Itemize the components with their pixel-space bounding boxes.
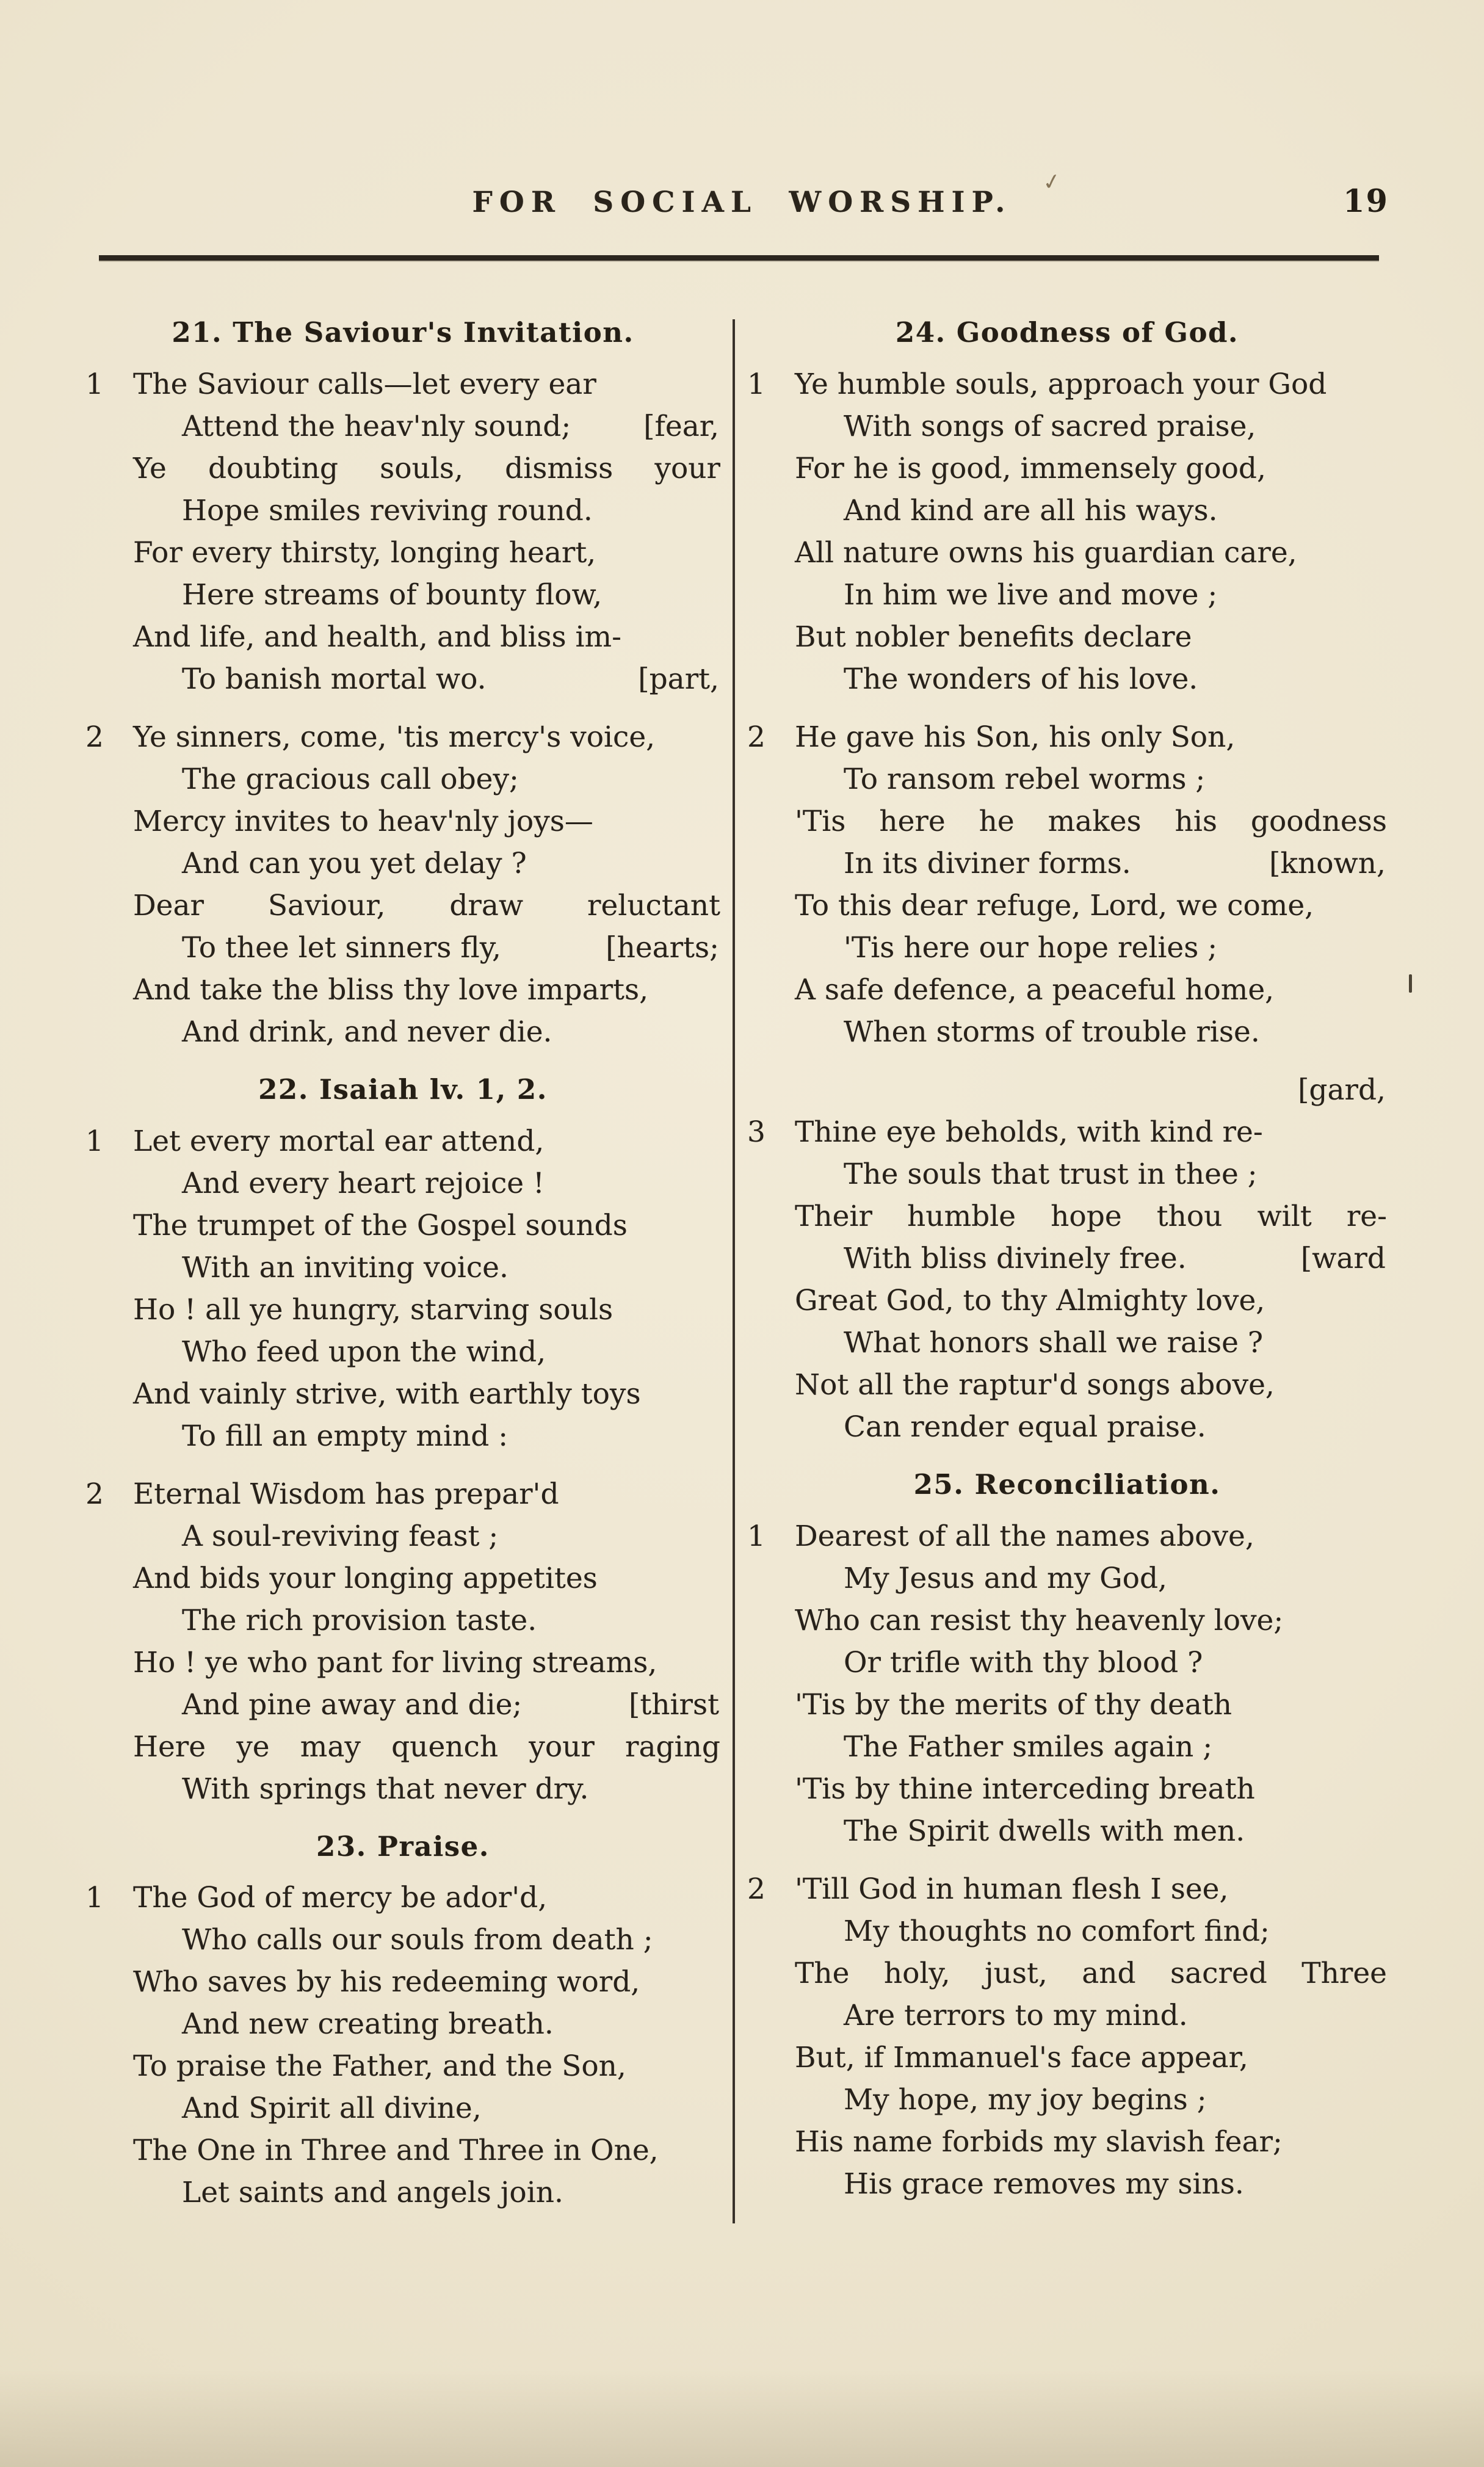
verse-line [747, 969, 1387, 1011]
verse-number: 3 [747, 1115, 766, 1149]
line-text: Great God, to thy Almighty love, [795, 1283, 1265, 1317]
header-rule [99, 255, 1379, 261]
line-text: Who can resist thy heavenly love; [795, 1603, 1284, 1637]
hymn-title: 25. Reconciliation. [913, 1468, 1221, 1501]
verse-line [85, 1642, 720, 1684]
verse-line [85, 758, 720, 800]
line-text: Ye sinners, come, 'tis mercy's voice, [133, 720, 656, 754]
line-text: In him we live and move ; [844, 578, 1218, 612]
verse [747, 1868, 1387, 2205]
line-text: The gracious call obey; [182, 762, 519, 796]
line-text: With songs of sacred praise, [844, 409, 1256, 443]
line-text: 'Tis here he makes his goodness [795, 804, 1387, 838]
line-text: And every heart rejoice ! [182, 1166, 545, 1200]
verse-line [85, 2003, 720, 2045]
verse-line [85, 1473, 720, 1515]
line-text: Eternal Wisdom has prepar'd [133, 1477, 559, 1511]
verse-line [747, 1599, 1387, 1642]
line-text: The God of mercy be ador'd, [133, 1881, 548, 1915]
verse-line [747, 2079, 1387, 2121]
verse-number: 1 [747, 1519, 766, 1553]
line-text: But, if Immanuel's face appear, [795, 2040, 1248, 2074]
catchword: [part, [638, 662, 719, 696]
verse-line [747, 758, 1387, 800]
line-text: 'Till God in human flesh I see, [795, 1872, 1229, 1906]
line-text: And pine away and die; [182, 1687, 523, 1722]
verse-line [85, 1515, 720, 1557]
line-text: Ho ! all ye hungry, starving souls [133, 1292, 614, 1327]
verse [85, 1877, 720, 2214]
line-text: 'Tis by thine interceding breath [795, 1772, 1255, 1806]
line-text: The Father smiles again ; [844, 1730, 1213, 1764]
catchword: [gard, [1298, 1073, 1386, 1107]
column-divider-rule [733, 319, 735, 2223]
page-header [95, 183, 1389, 220]
line-text: Here ye may quench your raging [133, 1730, 720, 1764]
verse-line [85, 2087, 720, 2129]
line-text: Here streams of bounty flow, [182, 578, 603, 612]
line-text: And take the bliss thy love imparts, [133, 973, 649, 1007]
line-text: Not all the raptur'd songs above, [795, 1368, 1275, 1402]
verse-line [85, 532, 720, 574]
verse-line [747, 1910, 1387, 1952]
line-text: The trumpet of the Gospel sounds [133, 1208, 628, 1242]
catchword: [thirst [629, 1687, 719, 1722]
verse-line [747, 1322, 1387, 1364]
verse-number: 2 [747, 1872, 766, 1906]
line-text: Ye humble souls, approach your God [795, 367, 1327, 401]
verse-line [747, 1994, 1387, 2037]
verse-line [747, 800, 1387, 842]
line-text: For he is good, immensely good, [795, 451, 1266, 485]
line-text: To praise the Father, and the Son, [133, 2049, 626, 2084]
verse-line [85, 1011, 720, 1053]
line-text: And vainly strive, with earthly toys [133, 1377, 641, 1411]
catchword: [ward [1300, 1241, 1386, 1275]
verse-number: 1 [85, 367, 104, 401]
verse-line [85, 2045, 720, 2087]
line-text: With bliss divinely free. [844, 1241, 1187, 1275]
line-text: His grace removes my sins. [844, 2167, 1244, 2201]
verse-line [747, 1364, 1387, 1406]
verse [85, 716, 720, 1053]
verse-line [747, 658, 1387, 700]
verse-line [85, 1684, 720, 1726]
verse-line [747, 616, 1387, 658]
verse-line [747, 1952, 1387, 1994]
line-text: Hope smiles reviving round. [182, 493, 593, 527]
line-text: And drink, and never die. [182, 1015, 552, 1049]
verse-line [85, 363, 720, 405]
verse-line [747, 1515, 1387, 1557]
line-text: To fill an empty mind : [182, 1419, 509, 1453]
line-text: My Jesus and my God, [844, 1561, 1167, 1595]
verse-line [747, 1153, 1387, 1195]
verse-line [85, 1120, 720, 1162]
line-text: The wonders of his love. [844, 662, 1198, 696]
line-text: Who feed upon the wind, [182, 1335, 546, 1369]
verse-line [747, 1280, 1387, 1322]
column-left [85, 317, 720, 2230]
line-text: Are terrors to my mind. [844, 1998, 1188, 2032]
running-title: FOR SOCIAL WORSHIP. [472, 186, 1012, 219]
verse-line [85, 658, 720, 700]
catchword: [fear, [643, 409, 719, 443]
line-text: A soul-reviving feast ; [182, 1519, 499, 1553]
line-text: The rich provision taste. [182, 1603, 537, 1637]
line-text: Ho ! ye who pant for living streams, [133, 1645, 657, 1679]
line-text: Let every mortal ear attend, [133, 1124, 545, 1158]
verse-line [747, 927, 1387, 969]
verse-line [747, 2037, 1387, 2079]
margin-tick-mark [1409, 974, 1412, 993]
verse-line [85, 574, 720, 616]
verse-line [85, 616, 720, 658]
text-columns [85, 317, 1484, 2230]
line-text: The holy, just, and sacred Three [795, 1956, 1387, 1990]
verse-line [85, 927, 720, 969]
verse-line [85, 490, 720, 532]
verse-line [85, 1289, 720, 1331]
line-text: Dearest of all the names above, [795, 1519, 1254, 1553]
verse-line [747, 447, 1387, 490]
verse-number: 1 [85, 1881, 104, 1915]
verse-line [747, 1069, 1387, 1111]
line-text: And kind are all his ways. [844, 493, 1218, 527]
line-text: Let saints and angels join. [182, 2176, 563, 2210]
verse-line [85, 1557, 720, 1599]
verse-line [85, 447, 720, 490]
line-text: Who calls our souls from death ; [182, 1923, 653, 1957]
line-text: With springs that never dry. [182, 1772, 589, 1806]
line-text: What honors shall we raise ? [844, 1325, 1264, 1360]
verse-line [747, 2121, 1387, 2163]
line-text: The Saviour calls—let every ear [133, 367, 596, 401]
verse-line [85, 2129, 720, 2172]
line-text: The Spirit dwells with men. [844, 1814, 1245, 1848]
line-text: In its diviner forms. [844, 846, 1131, 880]
hymn-title: 21. The Saviour's Invitation. [172, 316, 634, 349]
verse [747, 1515, 1387, 1852]
verse-line [85, 969, 720, 1011]
verse [85, 1473, 720, 1810]
verse-line [747, 1237, 1387, 1280]
verse-line [85, 1162, 720, 1205]
line-text: Thine eye beholds, with kind re- [795, 1115, 1263, 1149]
line-text: My hope, my joy begins ; [844, 2082, 1207, 2117]
line-text: Ye doubting souls, dismiss your [133, 451, 720, 485]
verse-line [747, 574, 1387, 616]
line-text: With an inviting voice. [182, 1250, 509, 1284]
line-text: All nature owns his guardian care, [795, 535, 1297, 570]
ink-speck: ✓ [1040, 168, 1063, 197]
verse-line [85, 1726, 720, 1768]
verse-number: 2 [85, 720, 104, 754]
line-text: And new creating breath. [182, 2007, 554, 2041]
hymn-title: 24. Goodness of God. [895, 316, 1239, 349]
catchword: [hearts; [606, 930, 719, 965]
verse-line [85, 1331, 720, 1373]
hymn-title: 23. Praise. [316, 1830, 490, 1863]
verse-number: 2 [747, 720, 766, 754]
verse-line [747, 1111, 1387, 1153]
verse [747, 716, 1387, 1053]
line-text: To ransom rebel worms ; [844, 762, 1206, 796]
line-text: Dear Saviour, draw reluctant [133, 888, 720, 922]
verse-line [85, 1247, 720, 1289]
line-text: He gave his Son, his only Son, [795, 720, 1236, 754]
line-text: 'Tis here our hope relies ; [844, 930, 1218, 965]
verse-number: 1 [747, 367, 766, 401]
line-text: But nobler benefits declare [795, 620, 1192, 654]
verse-line [85, 842, 720, 885]
line-text: And can you yet delay ? [182, 846, 527, 880]
line-text: The One in Three and Three in One, [133, 2134, 659, 2168]
verse-line [747, 1868, 1387, 1910]
line-text: Mercy invites to heav'nly joys— [133, 804, 593, 838]
verse-line [747, 2163, 1387, 2205]
line-text: Can render equal praise. [844, 1410, 1206, 1444]
verse-line [747, 1557, 1387, 1599]
verse-line [747, 363, 1387, 405]
verse-line [747, 842, 1387, 885]
line-text: And life, and health, and bliss im- [133, 620, 622, 654]
line-text: To thee let sinners fly, [182, 930, 501, 965]
line-text: To banish mortal wo. [182, 662, 487, 696]
hymn-title: 22. Isaiah lv. 1, 2. [258, 1073, 548, 1106]
line-text: The souls that trust in thee ; [844, 1157, 1258, 1191]
verse [85, 363, 720, 700]
verse-line [747, 405, 1387, 447]
verse-line [747, 490, 1387, 532]
verse [85, 1120, 720, 1457]
verse-line [747, 1195, 1387, 1237]
verse-line [747, 1726, 1387, 1768]
verse-line [85, 1919, 720, 1961]
verse-number: 1 [85, 1124, 104, 1158]
line-text: Their humble hope thou wilt re- [795, 1199, 1387, 1233]
verse-number: 2 [85, 1477, 104, 1511]
line-text: His name forbids my slavish fear; [795, 2125, 1283, 2159]
verse-line [747, 1642, 1387, 1684]
verse-line [85, 1415, 720, 1457]
line-text: A safe defence, a peaceful home, [795, 973, 1275, 1007]
line-text: And bids your longing appetites [133, 1561, 598, 1595]
verse-line [747, 1810, 1387, 1852]
line-text: Or trifle with thy blood ? [844, 1645, 1203, 1679]
column-right [747, 317, 1387, 2230]
verse-line [85, 2172, 720, 2214]
verse-line [85, 405, 720, 447]
line-text: To this dear refuge, Lord, we come, [795, 888, 1314, 922]
verse-line [85, 1768, 720, 1810]
line-text: My thoughts no comfort find; [844, 1914, 1270, 1948]
verse-line [85, 885, 720, 927]
verse-line [85, 1961, 720, 2003]
verse-line [747, 1768, 1387, 1810]
verse-line [85, 800, 720, 842]
line-text: And Spirit all divine, [182, 2092, 482, 2126]
verse-line [85, 1599, 720, 1642]
verse-line [85, 1373, 720, 1415]
catchword: [known, [1269, 846, 1386, 880]
line-text: For every thirsty, longing heart, [133, 535, 596, 570]
page-number: 19 [1343, 183, 1389, 220]
verse-line [747, 1684, 1387, 1726]
line-text: Attend the heav'nly sound; [182, 409, 571, 443]
verse-line [747, 532, 1387, 574]
verse-line [747, 885, 1387, 927]
line-text: 'Tis by the merits of thy death [795, 1687, 1232, 1722]
line-text: Who saves by his redeeming word, [133, 1965, 640, 1999]
verse [747, 363, 1387, 700]
verse-line [85, 1877, 720, 1919]
line-text: When storms of trouble rise. [844, 1015, 1260, 1049]
verse-line [747, 1406, 1387, 1448]
verse-line [85, 716, 720, 758]
verse-line [85, 1205, 720, 1247]
verse-line [747, 1011, 1387, 1053]
verse [747, 1069, 1387, 1448]
verse-line [747, 716, 1387, 758]
